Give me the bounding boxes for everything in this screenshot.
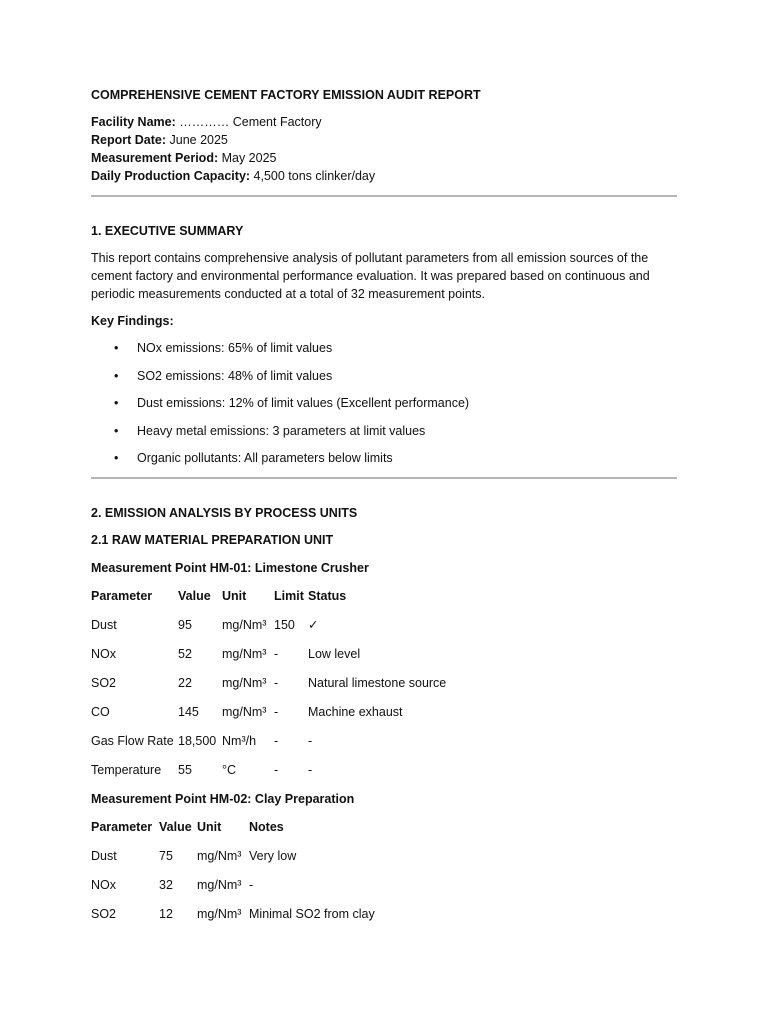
- table-row: [91, 645, 448, 674]
- table-cell: 95: [178, 617, 192, 632]
- table-cell: CO: [91, 704, 110, 719]
- table-cell: 52: [178, 646, 192, 661]
- table-cell: -: [249, 877, 254, 892]
- list-item: • NOx emissions: 65% of limit values: [114, 341, 333, 355]
- table-cell: 18,500: [178, 733, 217, 748]
- list-item: • Heavy metal emissions: 3 parameters at limit values: [114, 423, 426, 438]
- list-item: • Dust emissions: 12% of limit values (Excellent performance): [114, 396, 470, 410]
- column-header: Value: [178, 588, 211, 603]
- table-cell: Machine exhaust: [308, 704, 403, 719]
- table-cell: -: [308, 762, 313, 777]
- table-cell: -: [274, 762, 279, 777]
- table-cell: 75: [159, 848, 173, 863]
- table-cell: Gas Flow Rate: [91, 733, 174, 748]
- table-cell: mg/Nm³: [222, 675, 267, 690]
- table-cell: NOx: [91, 877, 116, 892]
- table-cell: Low level: [308, 646, 361, 661]
- table-cell: 22: [178, 675, 192, 690]
- meta-production-capacity: Daily Production Capacity: 4,500 tons clinker/day: [91, 169, 376, 183]
- table-cell: 32: [159, 877, 173, 892]
- table-cell: mg/Nm³: [197, 877, 242, 892]
- table-cell: Temperature: [91, 762, 162, 777]
- bullet-icon: •: [114, 451, 119, 465]
- bullet-icon: •: [114, 423, 119, 438]
- table-cell: mg/Nm³: [222, 617, 267, 632]
- hm01-title: Measurement Point HM-01: Limestone Crusher: [91, 560, 369, 575]
- column-header: Parameter: [91, 819, 153, 834]
- key-findings-list: [91, 339, 677, 467]
- table-header-row: [91, 818, 377, 847]
- table-cell: -: [274, 704, 279, 719]
- section-heading-executive-summary: 1. EXECUTIVE SUMMARY: [91, 224, 244, 238]
- table-cell: Nm³/h: [222, 733, 257, 748]
- column-header: Limit: [274, 588, 304, 603]
- table-cell: 145: [178, 704, 199, 719]
- key-findings-label: Key Findings:: [91, 314, 174, 328]
- hm02-table: [91, 818, 377, 934]
- table-cell: SO2: [91, 675, 117, 690]
- bullet-icon: •: [114, 341, 119, 355]
- table-cell: 12: [159, 906, 173, 921]
- table-row: [91, 876, 377, 905]
- meta-report-date: Report Date: June 2025: [91, 133, 228, 147]
- bullet-icon: •: [114, 368, 119, 383]
- subsection-heading-raw-material: 2.1 RAW MATERIAL PREPARATION UNIT: [91, 532, 334, 547]
- table-cell: -: [274, 675, 279, 690]
- column-header: Value: [159, 819, 192, 834]
- table-cell: 55: [178, 762, 192, 777]
- table-row: [91, 905, 377, 934]
- executive-summary-paragraph: This report contains comprehensive analysis of pollutant parameters from all emission sources of the cement factory and environmental performance evaluation. It was prepared based on continuous and periodic measurements conducted at a total of 32 measurement points.: [91, 251, 650, 301]
- bullet-icon: •: [114, 396, 119, 410]
- table-cell: Dust: [91, 848, 117, 863]
- table-row: [91, 616, 448, 645]
- divider: [91, 477, 677, 479]
- table-cell: -: [274, 733, 279, 748]
- meta-facility-name: Facility Name: ………… Cement Factory: [91, 115, 322, 129]
- table-cell: NOx: [91, 646, 116, 661]
- table-cell: Dust: [91, 617, 117, 632]
- table-cell: °C: [222, 762, 237, 777]
- table-row: [91, 674, 448, 703]
- hm02-title: Measurement Point HM-02: Clay Preparation: [91, 791, 355, 806]
- table-cell: -: [274, 646, 279, 661]
- table-cell: Minimal SO2 from clay: [249, 906, 375, 921]
- table-row: [91, 847, 377, 876]
- table-cell: mg/Nm³: [222, 646, 267, 661]
- table-header-row: [91, 587, 448, 616]
- divider: [91, 195, 677, 197]
- column-header: Notes: [249, 819, 284, 834]
- document-page: [91, 86, 677, 934]
- table-cell: mg/Nm³: [197, 906, 242, 921]
- column-header: Unit: [222, 588, 247, 603]
- table-cell: 150: [274, 617, 295, 632]
- report-meta: [91, 113, 677, 185]
- meta-measurement-period: Measurement Period: May 2025: [91, 151, 277, 165]
- table-row: [91, 761, 448, 790]
- column-header: Unit: [197, 819, 222, 834]
- table-cell: SO2: [91, 906, 117, 921]
- table-row: [91, 703, 448, 732]
- check-icon: ✓: [308, 617, 319, 632]
- section-heading-emission-analysis: 2. EMISSION ANALYSIS BY PROCESS UNITS: [91, 505, 358, 520]
- list-item: • SO2 emissions: 48% of limit values: [114, 368, 333, 383]
- table-row: [91, 732, 448, 761]
- column-header: Parameter: [91, 588, 153, 603]
- column-header: Status: [308, 588, 347, 603]
- table-cell: mg/Nm³: [222, 704, 267, 719]
- table-cell: -: [308, 733, 313, 748]
- list-item: • Organic pollutants: All parameters below limits: [114, 451, 393, 465]
- report-title: COMPREHENSIVE CEMENT FACTORY EMISSION AUDIT REPORT: [91, 88, 481, 102]
- hm01-table: [91, 587, 448, 790]
- table-cell: Natural limestone source: [308, 675, 447, 690]
- table-cell: mg/Nm³: [197, 848, 242, 863]
- table-cell: Very low: [249, 848, 297, 863]
